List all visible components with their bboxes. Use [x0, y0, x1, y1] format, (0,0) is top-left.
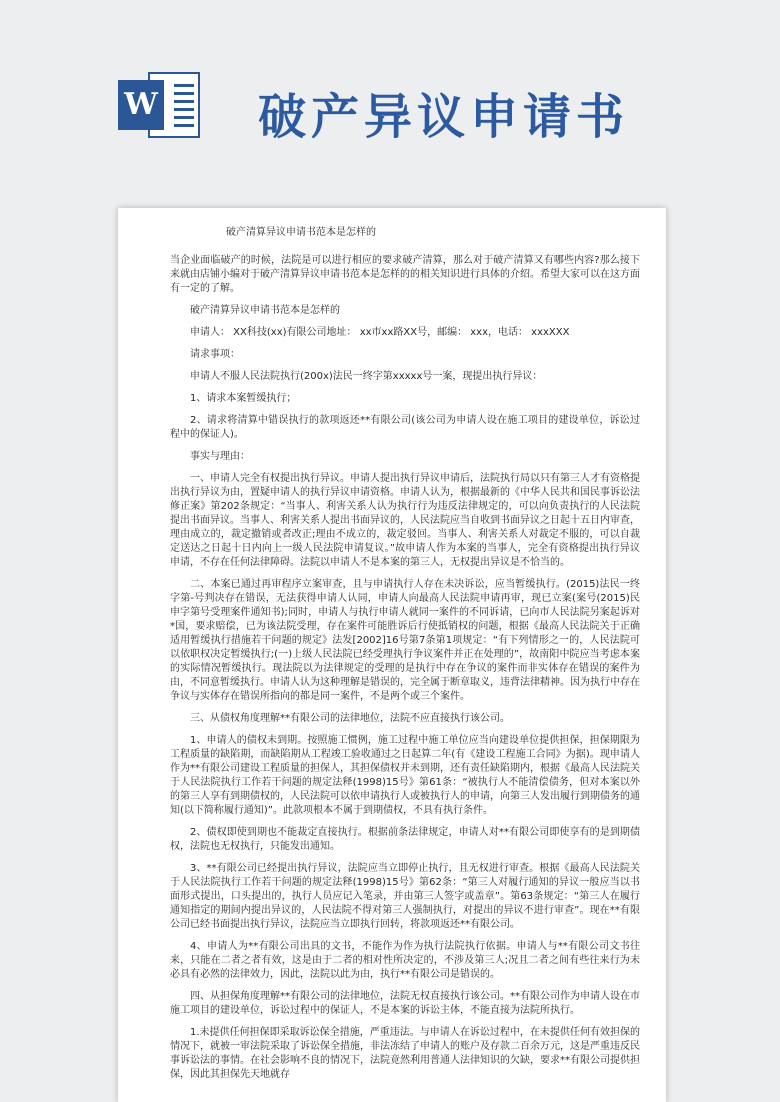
request-intro: 申请人不服人民法院执行(200x)法民一终字第xxxxx号一案，现提出执行异议：	[190, 371, 543, 382]
document-heading: 破产清算异议申请书范本是怎样的	[226, 227, 376, 238]
applicant-line: 申请人： XX科技(xx)有限公司地址： xx市xx路XX号，邮编： xxx，电话： xxxXXX	[190, 327, 570, 338]
request-label: 请求事项：	[190, 349, 240, 360]
paragraph-3-1: 1、申请人的债权未到期。按照施工惯例，施工过程中施工单位应当向建设单位提供担保，担保期限为工程质量的缺陷期，而缺陷期从工程竣工验收通过之日起算二年(有《建设工程施工合同》为据)。现申请人作为**有限公司建设工程质量的担保人，其担保债权并未到期，还有责任缺陷期内，根据《最高人民法院关于人民法院执行工作若干问题的规定法释(1998)15号》第61条：“被执行人不能清偿债务，但对本案以外的第三人享有到期债权的，人民法院可以依申请执行人或被执行人的申请，向第三人发出履行到期债务的通知(以下简称履行通知)”。此款项根本不属于到期债权，不具有执行条件。	[170, 735, 640, 816]
paragraph-4-1: 1.未提供任何担保即采取诉讼保全措施，严重违法。与申请人在诉讼过程中，在未提供任何有效担保的情况下，就被一审法院采取了诉讼保全措施，非法冻结了申请人的账户及存款二百余万元，这是严重违反民事诉讼法的事情。在社会影响不良的情况下，法院竟然利用普通人法律知识的欠缺，要求**有限公司提供担保，因此其担保先天地就存	[170, 1027, 640, 1080]
word-icon-letter: W	[118, 80, 164, 130]
request-item-1: 1、请求本案暂缓执行；	[190, 393, 297, 404]
word-icon	[118, 68, 202, 142]
paragraph-3: 三、从债权角度理解**有限公司的法律地位，法院不应直接执行该公司。	[190, 713, 510, 724]
document-content	[170, 226, 640, 1082]
paragraph-1: 一、申请人完全有权提出执行异议。申请人提出执行异议申请后，法院执行局以只有第三人才有资格提出执行异议为由，置疑申请人的执行异议申请资格。申请人认为，根据最新的《中华人民共和国民事诉讼法修正案》第202条规定：“当事人、利害关系人认为执行行为违反法律规定的，可以向负责执行的人民法院提出书面异议。当事人、利害关系人提出书面异议的，人民法院应当自收到书面异议之日起十五日内审查，理由成立的，裁定撤销或者改正;理由不成立的，裁定驳回。当事人、利害关系人对裁定不服的，可以自裁定送达之日起十日内向上一级人民法院申请复议。”故申请人作为本案的当事人，完全有资格提出执行异议申请，不存在任何法律障碍。法院以申请人不是本案的第三人，无权提出异议是不恰当的。	[170, 473, 640, 568]
banner	[0, 0, 780, 190]
paragraph-3-3: 3、**有限公司已经提出执行异议，法院应当立即停止执行，且无权进行审查。根据《最高人民法院关于人民法院执行工作若干问题的规定法释(1998)15号》第62条：“第三人对履行通知的异议一般应当以书面形式提出，口头提出的，执行人员应记入笔录，并由第三人签字或盖章”。第63条规定：“第三人在履行通知指定的期间内提出异议的，人民法院不得对第三人强制执行，对提出的异议不进行审查”。现在**有限公司已经书面提出执行异议，法院应当立即执行回转，将款项返还**有限公司。	[170, 863, 640, 930]
subheading: 破产清算异议申请书范本是怎样的	[190, 305, 340, 316]
request-item-2: 2、请求将清算中错误执行的款项返还**有限公司(该公司为申请人设在施工项目的建设单位，诉讼过程中的保证人)。	[170, 415, 640, 440]
paragraph-3-2: 2、债权即使到期也不能裁定直接执行。根据前条法律规定，申请人对**有限公司即使享有的是到期债权，法院也无权执行，只能发出通知。	[170, 827, 640, 852]
paragraph-3-4: 4、申请人为**有限公司出具的文书，不能作为作为执行法院执行依据。申请人与**有限公司文书往来，只能在二者之者有效，这是由于二者的相对性所决定的，不涉及第三人;况且二者之间有些往来行为未必具有必然的法律效力，因此，法院以此为由，执行**有限公司是错误的。	[170, 941, 640, 980]
page-title: 破产异议申请书	[258, 89, 630, 145]
intro-paragraph: 当企业面临破产的时候，法院是可以进行相应的要求破产清算，那么对于破产清算又有哪些内容?那么接下来就由店铺小编对于破产清算异议申请书范本是怎样的的相关知识进行具体的介绍。希望大家可以在这方面有一定的了解。	[170, 255, 640, 294]
paragraph-2: 二、本案已通过再审程序立案审查，且与申请执行人存在未决诉讼，应当暂缓执行。(2015)法民一终字第-号判决存在错误，无法获得申请人认同，申请人向最高人民法院申请再审，现已立案(案号(2015)民申字第号受理案件通知书);同时，申请人与执行申请人就同一案件的不同诉请，已向市人民法院另案起诉对*国，要求赔偿，已为该法院受理，存在案件可能胜诉后行使抵销权的问题，根据《最高人民法院关于正确适用暂缓执行措施若干问题的规定》法发[2002]16号第7条第1项规定：“有下列情形之一的，人民法院可以依职权决定暂缓执行;(一)上级人民法院已经受理执行争议案件并正在处理的”，故南阳中院应当考虑本案的实际情况暂缓执行。现法院以为法律规定的受理的是执行中存在争议的案件而非实体存在错误的案件为由，不同意暂缓执行。申请人认为这种理解是错误的，完全属于断章取义，违背法律精神。因为执行中存在争议与实体存在错误所指向的都是同一案件，不是两个或三个案件。	[170, 579, 640, 702]
document-page	[118, 208, 666, 1102]
paragraph-4: 四、从担保角度理解**有限公司的法律地位，法院无权直接执行该公司。**有限公司作为申请人设在市施工项目的建设单位，诉讼过程中的保证人，不是本案的诉讼主体，不能直接为法院所执行。	[170, 991, 640, 1016]
facts-label: 事实与理由：	[190, 451, 250, 462]
